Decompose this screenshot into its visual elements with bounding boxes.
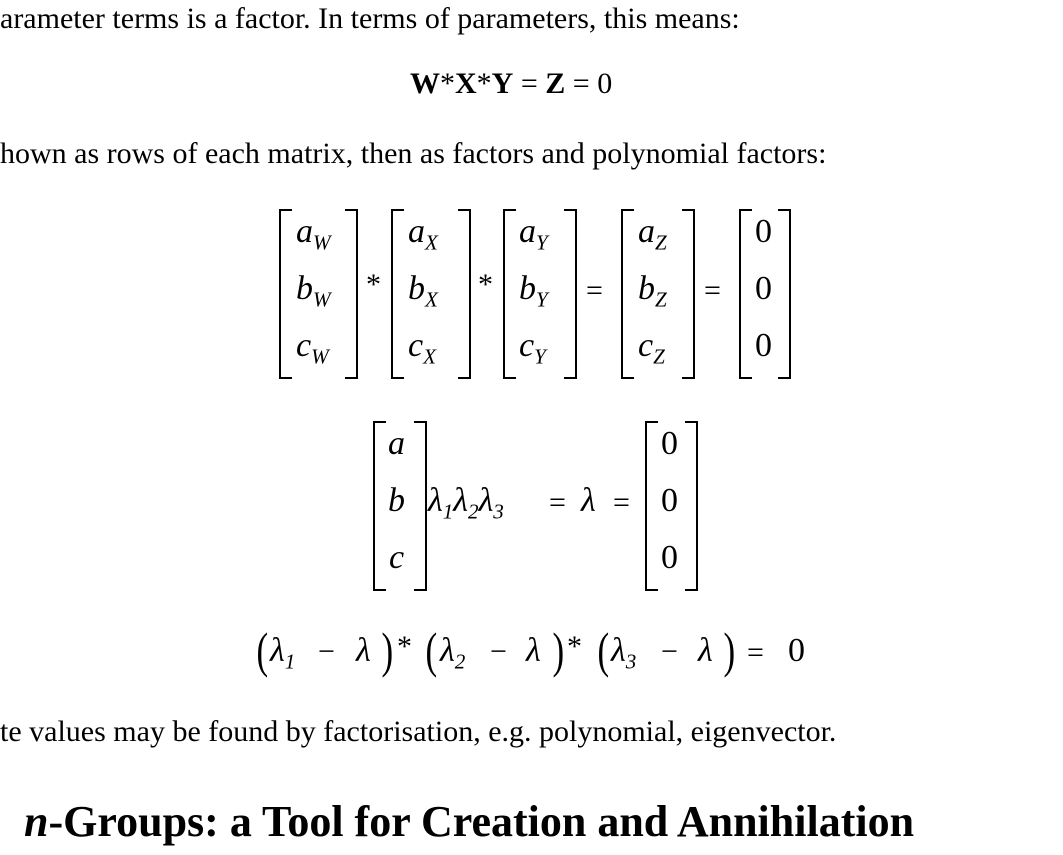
- symbol-w: W: [410, 67, 440, 100]
- matrix-x-b: $b_X$: [408, 270, 438, 312]
- lambda-product: $\lambda_1\lambda_2\lambda_3$: [428, 482, 504, 524]
- matrix-w-b: $b_W$: [296, 270, 331, 312]
- matrix-x-a: $a_X$: [408, 213, 438, 255]
- vector-c: c: [389, 539, 405, 576]
- matrix-y-a: $a_Y$: [519, 213, 548, 255]
- operator-equals: =: [613, 486, 630, 519]
- matrix-w-c: $c_W$: [296, 327, 329, 369]
- symbol-x: X: [455, 67, 477, 100]
- matrix-zero-3: 0: [755, 327, 772, 364]
- value-zero: 0: [597, 67, 613, 100]
- section-heading: [24, 797, 915, 846]
- operator-equals: =: [520, 67, 538, 100]
- symbol-y: Y: [491, 67, 514, 100]
- operator-star: *: [476, 67, 492, 100]
- value-zero: 0: [788, 632, 805, 669]
- lambda-symbol: λ: [581, 482, 596, 519]
- operator-minus: −: [318, 635, 335, 668]
- vector-zero-3: 0: [661, 539, 678, 576]
- operator-star: *: [567, 630, 582, 663]
- operator-equals: =: [704, 274, 721, 307]
- matrix-y-b: $b_Y$: [519, 270, 548, 312]
- body-text-line-3: te values may be found by factorisation, e.g. polynomial, eigenvector.: [0, 715, 837, 748]
- operator-equals: =: [586, 274, 603, 307]
- paren-open: (: [597, 622, 610, 678]
- matrix-z-c: $c_Z$: [638, 327, 665, 369]
- operator-equals: =: [549, 486, 566, 519]
- vector-b: b: [388, 482, 405, 519]
- lambda-symbol: λ: [526, 632, 541, 669]
- paren-open: (: [256, 622, 269, 678]
- symbol-z: Z: [545, 67, 566, 100]
- body-text-line-1: arameter terms is a factor. In terms of parameters, this means:: [0, 2, 740, 35]
- operator-star: *: [440, 67, 455, 100]
- vector-zero-2: 0: [661, 482, 678, 519]
- matrix-x-c: $c_X$: [408, 327, 436, 369]
- lambda-symbol: λ: [356, 632, 371, 669]
- lambda-symbol: λ: [698, 632, 713, 669]
- operator-minus: −: [490, 635, 507, 668]
- operator-star: *: [478, 268, 493, 301]
- operator-star: *: [397, 630, 412, 663]
- lambda-3: $\lambda_3$: [611, 632, 637, 674]
- operator-equals: =: [572, 67, 590, 100]
- paren-close: ): [381, 622, 394, 678]
- operator-equals: =: [747, 636, 764, 669]
- paren-close: ): [552, 622, 565, 678]
- paren-open: (: [425, 622, 438, 678]
- vector-zero-1: 0: [661, 425, 678, 462]
- heading-rest: -Groups: a Tool for Creation and Annihilation: [48, 797, 915, 846]
- heading-n: n: [24, 797, 49, 846]
- paren-close: ): [723, 622, 736, 678]
- vector-a: a: [388, 425, 405, 462]
- matrix-w-a: $a_W$: [296, 213, 331, 255]
- matrix-z-a: $a_Z$: [638, 213, 667, 255]
- matrix-zero-2: 0: [755, 270, 772, 307]
- lambda-1: $\lambda_1$: [270, 632, 296, 674]
- lambda-2: $\lambda_2$: [440, 632, 466, 674]
- body-text-line-2: hown as rows of each matrix, then as factors and polynomial factors:: [0, 137, 827, 170]
- matrix-y-c: $c_Y$: [519, 327, 546, 369]
- matrix-zero-1: 0: [755, 213, 772, 250]
- operator-minus: −: [661, 635, 678, 668]
- matrix-z-b: $b_Z$: [638, 270, 667, 312]
- operator-star: *: [366, 268, 381, 301]
